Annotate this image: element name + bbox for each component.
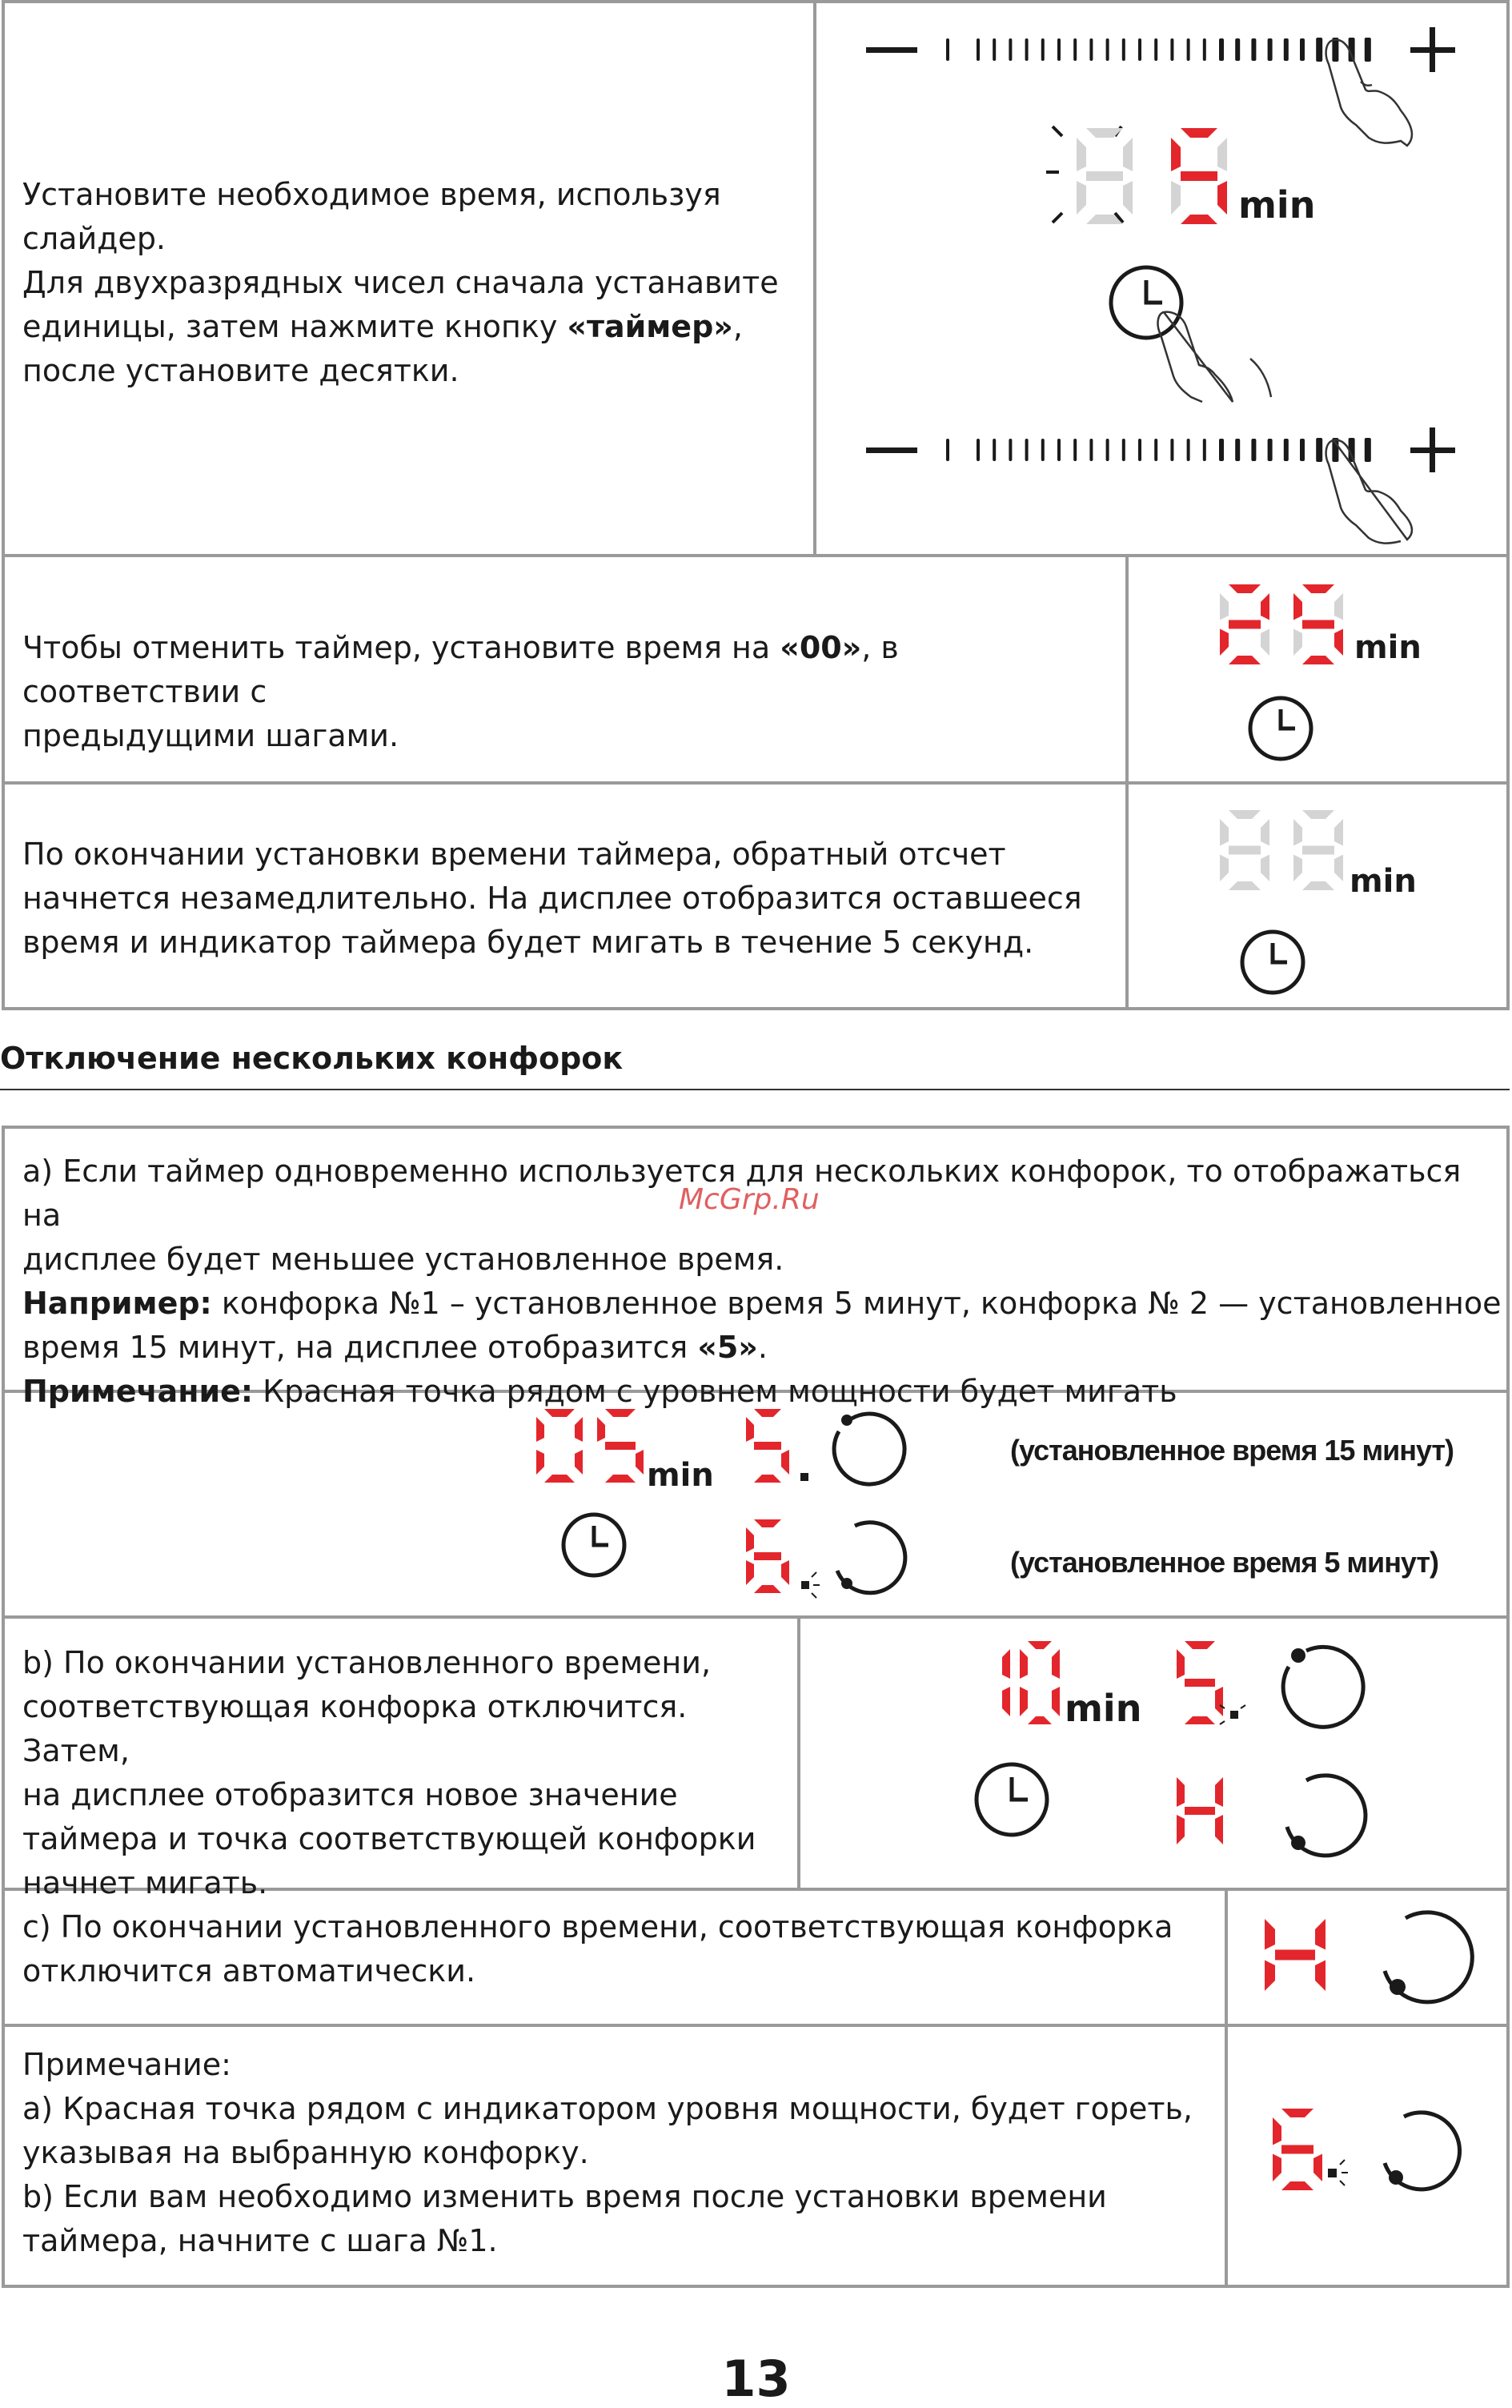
display-segment (1281, 2145, 1313, 2154)
text-line: b) По окончании установленного времени, (22, 1645, 712, 1680)
value-label: «5» (697, 1330, 758, 1365)
text-line: c) По окончании установленного времени, соответствующая конфорка (22, 1909, 1173, 1944)
display-segment (1185, 1641, 1215, 1649)
display-segment (536, 1450, 544, 1475)
residual-heat-digit (1265, 1919, 1326, 1991)
display-segment (754, 1519, 781, 1527)
zone-power-5 (746, 1409, 904, 1484)
display-segment (746, 1527, 754, 1552)
digit-units (597, 1409, 644, 1483)
text-line: таймера, начните с шага №1. (22, 2223, 498, 2258)
zone-residual-heat (1177, 1776, 1366, 1856)
display-segment (544, 1475, 575, 1483)
text-line: По окончании установки времени таймера, обратный отсчет (22, 837, 1006, 872)
blinking-dot-icon (802, 1572, 820, 1598)
digit-units (1020, 1641, 1060, 1724)
display-segment (605, 1475, 636, 1483)
power-level-digit (1273, 2109, 1322, 2190)
text-span: Красная точка рядом с уровнем мощности будет мигать (253, 1374, 1177, 1409)
text-line: a) Если таймер одновременно используется для нескольких конфорок, то отображаться на (22, 1154, 1462, 1233)
text-span: , в соответствии с (22, 630, 899, 709)
zone-dot (800, 1473, 808, 1481)
display-segment (1273, 2154, 1281, 2182)
display-segment (1020, 1649, 1028, 1679)
text-line: таймера и точка соответствующей конфорки (22, 1821, 756, 1856)
display-10-min (977, 1641, 1141, 1835)
text-line: отключится автоматически. (22, 1953, 476, 1989)
display-segment (754, 1475, 781, 1483)
min-label: min (1354, 629, 1422, 666)
display-segment (1265, 1919, 1275, 1950)
text-line: после установите десятки. (22, 353, 459, 388)
display-segment (1265, 1961, 1275, 1992)
note-label: Примечание: (22, 1374, 254, 1409)
blinking-dot-icon (1329, 2160, 1348, 2185)
text-line: b) Если вам необходимо изменить время после установки времени (22, 2179, 1107, 2214)
digit-tens (536, 1409, 583, 1483)
zone-power-6 (1273, 2109, 1460, 2190)
min-label: min (1350, 863, 1417, 900)
zone-indicator-icon (1385, 2113, 1460, 2189)
blinking-dot-icon (1220, 1705, 1245, 1724)
text-line: Для двухразрядных чисел сначала устанавите (22, 265, 779, 300)
text-span: единицы, затем нажмите кнопку (22, 309, 568, 344)
zone-indicator-icon (1287, 1776, 1366, 1856)
text-span: время 15 минут, на дисплее отобразится (22, 1330, 698, 1365)
zone-residual-heat (1265, 1912, 1472, 2002)
display-segment (1052, 1687, 1060, 1716)
display-segment (575, 1417, 583, 1442)
display-segment (1002, 1687, 1010, 1716)
display-segment (1020, 1687, 1028, 1716)
clock-icon (563, 1515, 624, 1575)
digit-tens (1002, 1649, 1010, 1716)
display-segment (781, 1560, 789, 1585)
display-segment (1315, 1961, 1326, 1992)
text-line: начнется незамедлительно. На дисплее отобразится оставшееся (22, 881, 1082, 916)
zone-indicator-icon (834, 1414, 904, 1484)
text-line: a) Красная точка рядом с индикатором уровня мощности, будет гореть, (22, 2091, 1193, 2126)
display-segment (575, 1450, 583, 1475)
display-segment (746, 1560, 754, 1585)
text-span: , (732, 309, 743, 344)
display-segment (1177, 1777, 1185, 1807)
display-segment (536, 1417, 544, 1442)
display-segment (1177, 1649, 1185, 1679)
display-segment (754, 1552, 781, 1560)
display-segment (754, 1409, 781, 1417)
text-span: . (757, 1330, 768, 1365)
min-label: min (1238, 183, 1316, 227)
min-label: min (1065, 1687, 1142, 1730)
display-segment (605, 1409, 636, 1417)
zone-indicator-icon (837, 1523, 905, 1593)
timer-button-label: «таймер» (567, 309, 733, 344)
text-line: Установите необходимое время, используя (22, 177, 721, 212)
text-line: время и индикатор таймера будет мигать в течение 5 секунд. (22, 925, 1034, 960)
display-segment (746, 1417, 754, 1442)
display-segment (781, 1450, 789, 1475)
page-number: 13 (721, 2350, 791, 2408)
text-line: начнет мигать. (22, 1865, 268, 1900)
text-line: предыдущими шагами. (22, 718, 399, 753)
display-segment (754, 1585, 781, 1593)
display-segment (1313, 2154, 1322, 2182)
section-title: Отключение нескольких конфорок (0, 1041, 624, 1076)
display-segment (1185, 1807, 1215, 1815)
text-line: соответствующая конфорка отключится. Затем, (22, 1689, 688, 1768)
display-segment (1275, 1950, 1315, 1961)
zone-indicator-icon (1283, 1647, 1363, 1727)
display-segment (1028, 1641, 1052, 1649)
display-segment (597, 1417, 605, 1442)
display-segment (1215, 1815, 1223, 1844)
text-line: на дисплее отобразится новое значение (22, 1777, 678, 1812)
display-segment (1315, 1919, 1326, 1950)
power-level-digit (746, 1519, 789, 1593)
text-line: Примечание: (22, 2047, 231, 2082)
display-segment (1185, 1716, 1215, 1724)
display-segment (544, 1409, 575, 1417)
display-segment (1177, 1815, 1185, 1844)
text-line: указывая на выбранную конфорку. (22, 2135, 589, 2170)
display-segment (636, 1450, 644, 1475)
text-span: конфорка №1 – установленное время 5 минут, конфорка № 2 — установленное (211, 1286, 1502, 1321)
display-segment (1002, 1649, 1010, 1679)
display-segment (1185, 1679, 1215, 1687)
display-segment (1215, 1687, 1223, 1716)
zone-indicator-icon (1385, 1912, 1472, 2002)
display-segment (1052, 1649, 1060, 1679)
display-05-min (536, 1409, 714, 1575)
power-level-digit (1177, 1641, 1223, 1724)
zone-power-6 (746, 1519, 905, 1598)
display-segment (754, 1442, 781, 1450)
text-line: дисплее будет меньшее установленное время. (22, 1242, 784, 1277)
display-segment (1281, 2181, 1313, 2190)
display-segment (605, 1442, 636, 1450)
caption-5-min: (установленное время 5 минут) (1010, 1546, 1439, 1579)
zone-power-5 (1177, 1641, 1363, 1727)
display-segment (1273, 2117, 1281, 2145)
display-segment (1215, 1777, 1223, 1807)
text-line: слайдер. (22, 221, 166, 256)
display-segment (1028, 1716, 1052, 1724)
caption-15-min: (установленное время 15 минут) (1010, 1434, 1454, 1467)
zero-value-label: «00» (780, 630, 862, 665)
text-span: Чтобы отменить таймер, установите время на (22, 630, 780, 665)
display-segment (1281, 2109, 1313, 2117)
example-label: Например: (22, 1286, 212, 1321)
residual-heat-digit (1177, 1777, 1223, 1844)
clock-icon (977, 1764, 1047, 1835)
power-level-digit (746, 1409, 789, 1483)
min-label: min (647, 1457, 714, 1494)
watermark: McGrp.Ru (679, 1183, 820, 1216)
